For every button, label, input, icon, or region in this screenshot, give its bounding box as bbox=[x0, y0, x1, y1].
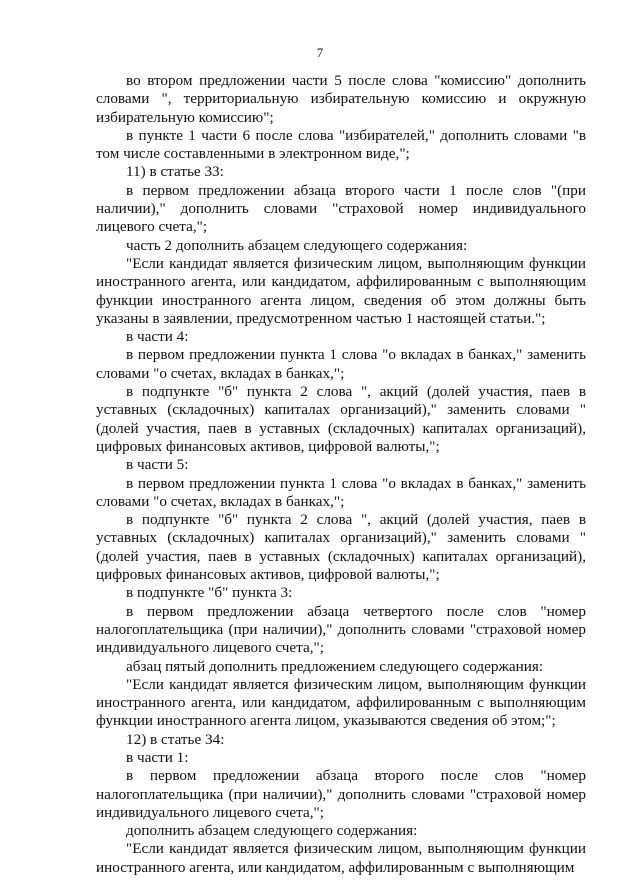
paragraph: в первом предложении абзаца четвертого после слов "номер налогоплательщика (при наличии)," дополнить словами "страховой номер индивидуального лицевого счета,"; bbox=[96, 602, 586, 657]
paragraph: "Если кандидат является физическим лицом, выполняющим функции иностранного агента, или кандидатом, аффилированным с выполняющим функции иностранного агента лицом, сведения об этом должны быть указаны в заявлении, предусмотренном частью 1 настоящей статьи."; bbox=[96, 254, 586, 327]
paragraph: в первом предложении абзаца второго после слов "номер налогоплательщика (при наличии)," дополнить словами "страховой номер индивидуального лицевого счета,"; bbox=[96, 767, 586, 821]
paragraph: в части 1: bbox=[126, 748, 189, 766]
paragraph: в первом предложении пункта 1 слова "о вкладах в банках," заменить словами "о счетах, вкладах в банках,"; bbox=[96, 346, 586, 382]
paragraph: во втором предложении части 5 после слова "комиссию" дополнить словами ", территориальную избирательную комиссию и окружную избирательную комиссию"; bbox=[96, 72, 586, 126]
paragraph: в части 4: bbox=[126, 328, 189, 346]
paragraph: в первом предложении абзаца второго части 1 после слов "(при наличии)," дополнить словами "страховой номер индивидуального лицевого счета,"; bbox=[96, 181, 586, 236]
paragraph: "Если кандидат является физическим лицом, выполняющим функции иностранного агента, или кандидатом, аффилированным с выполняющим bbox=[96, 840, 586, 876]
document-body bbox=[96, 72, 586, 877]
paragraph: в подпункте "б" пункта 2 слова ", акций (долей участия, паев в уставных (складочных) капиталах организаций)," заменить словами "(долей участия, паев в уставных (складочных) капиталах организаций), цифровых финансовых активов, цифровой валюты,"; bbox=[96, 383, 586, 455]
paragraph: в части 5: bbox=[126, 456, 189, 474]
paragraph: в первом предложении пункта 1 слова "о вкладах в банках," заменить словами "о счетах, вкладах в банках,"; bbox=[96, 474, 586, 510]
paragraph: "Если кандидат является физическим лицом, выполняющим функции иностранного агента, или кандидатом, аффилированным с выполняющим функции иностранного агента лицом, указываются сведения об этом;"; bbox=[96, 675, 586, 730]
paragraph: абзац пятый дополнить предложением следующего содержания: bbox=[126, 657, 544, 675]
paragraph: в пункте 1 части 6 после слова "избирателей," дополнить словами "в том числе составленными в электронном виде,"; bbox=[96, 126, 586, 163]
paragraph: 11) в статье 33: bbox=[126, 163, 224, 181]
paragraph: в подпункте "б" пункта 2 слова ", акций (долей участия, паев в уставных (складочных) капиталах организаций)," заменить словами "(долей участия, паев в уставных (складочных) капиталах организаций), цифровых финансовых активов, цифровой валюты,"; bbox=[96, 511, 586, 584]
paragraph: в подпункте "б" пункта 3: bbox=[126, 584, 293, 602]
paragraph: дополнить абзацем следующего содержания: bbox=[126, 822, 418, 840]
page-number: 7 bbox=[316, 45, 324, 60]
paragraph: часть 2 дополнить абзацем следующего содержания: bbox=[126, 236, 468, 254]
paragraph: 12) в статье 34: bbox=[126, 730, 225, 748]
